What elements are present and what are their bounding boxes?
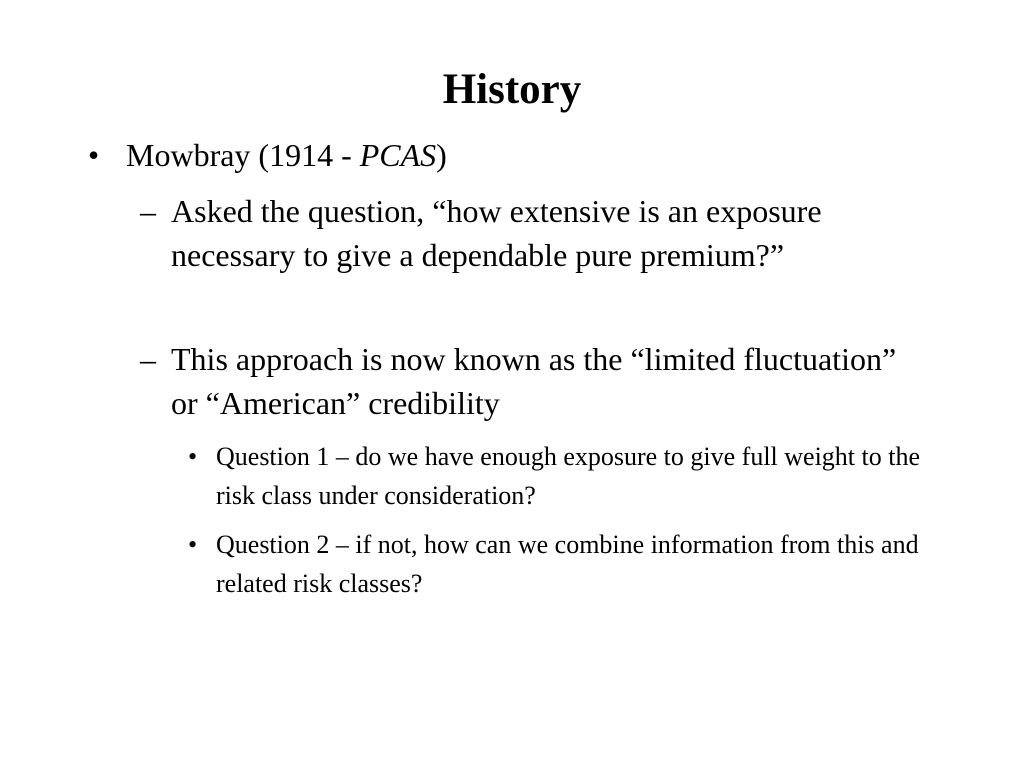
sub-sub-item-text: Question 2 – if not, how can we combine information from this and related risk classes? [216, 530, 919, 598]
sub-item-text: This approach is now known as the “limited fluctuation” or “American” credibility [171, 341, 897, 421]
small-bullet-marker: • [188, 530, 198, 559]
dash-marker: – [140, 193, 156, 229]
dash-marker: – [140, 341, 156, 377]
bullet-text-suffix: ) [436, 137, 447, 173]
bullet-text-prefix: Mowbray (1914 - [126, 137, 360, 173]
bullet-marker: • [88, 137, 100, 173]
sub-sub-item-text: Question 1 – do we have enough exposure to give full weight to the risk class under consideration? [216, 442, 921, 510]
sub-item-text: Asked the question, “how extensive is an exposure necessary to give a dependable pure premium?” [171, 193, 822, 273]
sub-sub-item-question-2 [188, 525, 948, 603]
bullet-text-italic: PCAS [359, 137, 437, 173]
sub-sub-item-question-1 [188, 437, 948, 515]
sub-item-approach [140, 337, 910, 425]
bullet-text [126, 133, 988, 177]
bullet-mowbray [88, 133, 988, 177]
small-bullet-marker: • [188, 442, 198, 471]
sub-item-question [140, 189, 910, 277]
slide-title: History [442, 66, 582, 113]
